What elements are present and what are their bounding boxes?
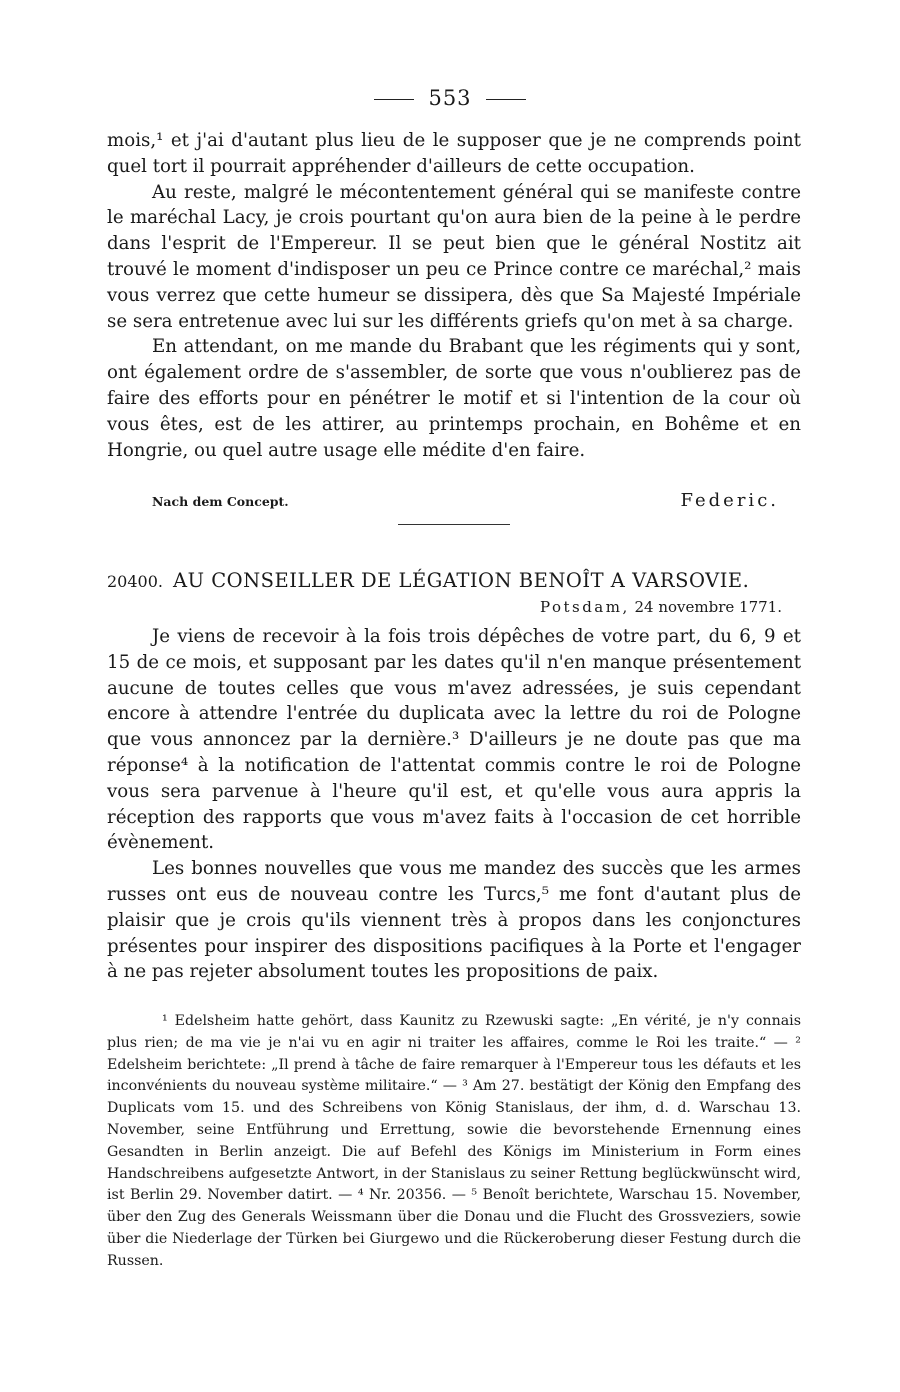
header-dash-left <box>374 99 414 100</box>
paragraph: Je viens de recevoir à la fois trois dépêches de votre part, du 6, 9 et 15 de ce mois, et supposant par les dates qu'il n'en manque présentement aucune de toutes celles que vous m'avez adressées, je suis cependant encore à attendre l'entrée du duplicata avec la lettre du roi de Pologne que vous annoncez par la dernière.³ D'ailleurs je ne doute pas que ma réponse⁴ à la notification de l'attentat commis contre le roi de Pologne vous sera parvenue à l'heure qu'il est, et qu'elle vous aura appris la réception des rapports que vous m'avez faits à l'occasion de cet horrible évènement. <box>107 626 801 854</box>
letter-date: 24 novembre 1771. <box>634 598 782 616</box>
section-divider <box>398 524 510 525</box>
closing-row <box>107 490 801 516</box>
page-number: 553 <box>428 86 472 110</box>
letter-body <box>107 624 801 985</box>
page-number-header <box>0 86 900 110</box>
paragraph: Les bonnes nouvelles que vous me mandez des succès que les armes russes ont eus de nouveau contre les Turcs,⁵ me font d'autant plus de plaisir que je crois qu'ils viennent très à propos dans les conjonctures présentes pour inspirer des dispositions pacifiques à la Porte et l'engager à ne pas rejeter absolument toutes les propositions de paix. <box>107 858 801 983</box>
letter-place: Potsdam, <box>539 598 630 616</box>
paragraph: mois,¹ et j'ai d'autant plus lieu de le supposer que je ne comprends point quel tort il pourrait appréhender d'ailleurs de cette occupation. <box>107 130 801 177</box>
letter-number: 20400. <box>107 572 163 591</box>
place-date <box>440 598 782 616</box>
footnote-text: ¹ Edelsheim hatte gehört, dass Kaunitz zu Rzewuski sagte: „En vérité, je n'y connais plus rien; de ma vie je n'ai vu en agir ni traiter les affaires, comme le Roi les traite.“ — ² Edelsheim berichtete: „Il prend à tâche de faire remarquer à l'Empereur tous les défauts et les inconvénients du nouveau système militaire.“ — ³ Am 27. bestätigt der König den Empfang des Duplicats vom 15. und des Schreibens von König Stanislaus, der ihm, d. d. Warschau 13. November, seine Entführung und Errettung, sowie die bevorstehende Ernennung eines Gesandten in Berlin anzeigt. Die auf Befehl des Königs im Ministerium in Form eines Handschreibens aufgesetzte Antwort, in der Stanislaus zu seiner Rettung beglückwünscht wird, ist Berlin 29. November datirt. — ⁴ Nr. 20356. — ⁵ Benoît berichtete, Warschau 15. November, über den Zug des Generals Weissmann über die Donau und die Flucht des Grossveziers, sowie über die Niederlage der Türken bei Giurgewo und die Rückeroberung dieser Festung durch die Russen. <box>107 1013 801 1269</box>
letter-heading <box>107 569 807 592</box>
letter-continuation <box>107 128 801 463</box>
paragraph: Au reste, malgré le mécontentement général qui se manifeste contre le maréchal Lacy, je crois pourtant qu'on aura bien de la peine à le perdre dans l'esprit de l'Empereur. Il se peut bien que le général Nostitz ait trouvé le moment d'indisposer un peu ce Prince contre ce maréchal,² mais vous verrez que cette humeur se dissipera, dès que Sa Majesté Impériale se sera entretenue avec lui sur les différents griefs qu'on met à sa charge. <box>107 181 801 332</box>
header-dash-right <box>486 99 526 100</box>
letter-title: AU CONSEILLER DE LÉGATION BENOÎT A VARSOVIE. <box>172 569 750 592</box>
source-note: Nach dem Concept. <box>152 494 289 509</box>
signature: Federic. <box>680 490 779 511</box>
footnotes <box>107 1011 801 1273</box>
paragraph: En attendant, on me mande du Brabant que les régiments qui y sont, ont également ordre de s'assembler, de sorte que vous n'oublierez pas de faire des efforts pour en pénétrer le motif et si l'intention de la cour où vous êtes, est de les attirer, au printemps prochain, en Bohême et en Hongrie, ou quel autre usage elle médite d'en faire. <box>107 336 801 461</box>
